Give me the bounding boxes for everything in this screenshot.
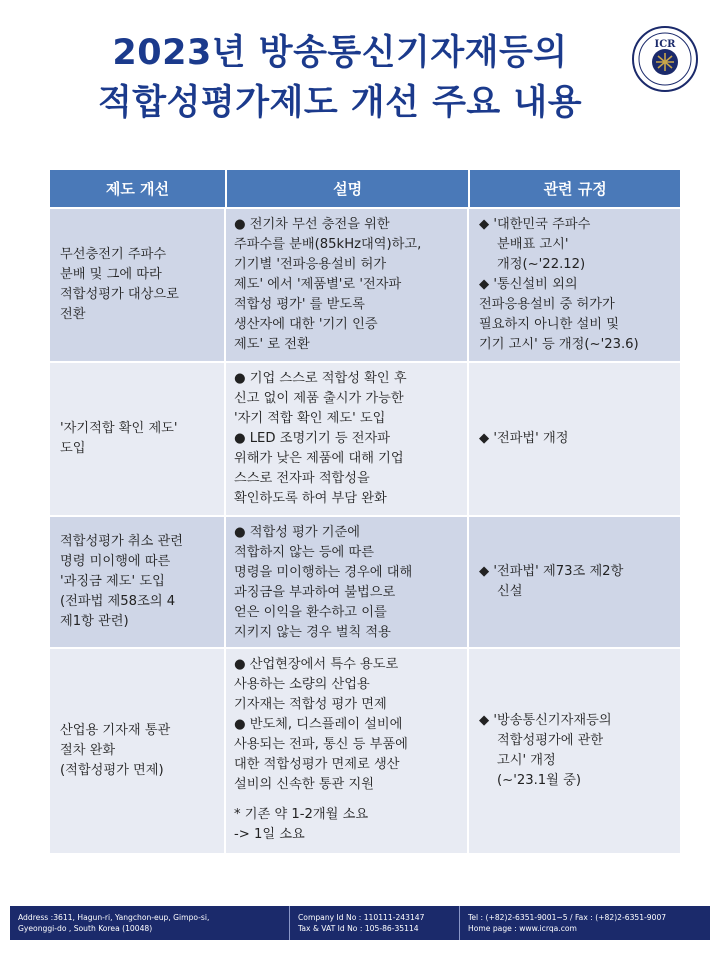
row-4-desc-line: ● 반도체, 디스플레이 설비에 xyxy=(234,717,403,732)
page-footer xyxy=(10,906,710,940)
row-3-topic-line: 명령 미이행에 따른 xyxy=(60,554,171,569)
improvements-table xyxy=(50,170,680,853)
row-4-desc-line: 설비의 신속한 통관 지원 xyxy=(234,777,374,792)
row-3-desc-line: 명령을 미이행하는 경우에 대해 xyxy=(234,565,413,580)
header-col-description: 설명 xyxy=(227,170,470,207)
row-4-reg-line: ◆ '방송통신기자재등의 xyxy=(479,713,612,728)
row-2-topic-line: '자기적합 확인 제도' xyxy=(60,421,178,436)
footer-address xyxy=(10,906,290,940)
row-4-desc-line: 기자재는 적합성 평가 면제 xyxy=(234,697,387,712)
row-4-desc-line: 사용되는 전파, 통신 등 부품에 xyxy=(234,737,408,752)
row-1-reg-line: 개정(~'22.12) xyxy=(497,257,586,272)
row-4-desc-line: 사용하는 소량의 산업용 xyxy=(234,677,370,692)
row-4-topic-line: 절차 완화 xyxy=(60,743,116,758)
row-1-desc-line: ● 전기차 무선 충전을 위한 xyxy=(234,217,390,232)
table-row xyxy=(50,647,680,853)
footer-company-line: Company Id No : 110111-243147 xyxy=(298,913,425,922)
row-3-reg-line: 신설 xyxy=(497,584,523,599)
row-4-topic xyxy=(50,649,226,853)
row-2-desc-line: 신고 없이 제품 출시가 가능한 xyxy=(234,391,404,406)
seal-icon xyxy=(632,26,698,92)
row-2-desc-line: 확인하도록 하여 부담 완화 xyxy=(234,491,387,506)
footer-company-line: Tax & VAT Id No : 105-86-35114 xyxy=(298,924,419,933)
row-3-desc-line: 적합하지 않는 등에 따른 xyxy=(234,545,374,560)
row-3-description xyxy=(226,517,469,647)
table-row xyxy=(50,207,680,361)
page-title xyxy=(40,28,640,128)
row-1-reg-line: 분배표 고시' xyxy=(497,237,569,252)
row-1-reg-line: 기기 고시' 등 개정(~'23.6) xyxy=(479,337,639,352)
footer-company-ids xyxy=(290,906,460,940)
footer-contact xyxy=(460,906,710,940)
row-2-description xyxy=(226,363,469,515)
row-4-reg-line: 고시' 개정 xyxy=(497,753,556,768)
logo-text: ICR xyxy=(654,39,676,50)
row-1-description xyxy=(226,209,469,361)
title-line-1: 2023년 방송통신기자재등의 xyxy=(112,33,568,73)
row-1-topic-line: 전환 xyxy=(60,307,86,322)
row-3-topic-line: 제1항 관련) xyxy=(60,614,129,629)
row-3-topic xyxy=(50,517,226,647)
row-1-desc-line: 주파수를 분배(85kHz대역)하고, xyxy=(234,237,422,252)
row-1-reg-line: 필요하지 아니한 설비 및 xyxy=(479,317,619,332)
row-4-reg-line: 적합성평가에 관한 xyxy=(497,733,604,748)
row-1-topic-line: 무선충전기 주파수 xyxy=(60,247,167,262)
row-4-topic-line: 산업용 기자재 통관 xyxy=(60,723,171,738)
header-col-regulation: 관련 규정 xyxy=(543,180,607,198)
row-1-desc-line: 기기별 '전파응용설비 허가 xyxy=(234,257,387,272)
row-2-desc-line: 위해가 낮은 제품에 대해 기업 xyxy=(234,451,404,466)
row-4-desc-line: 대한 적합성평가 면제로 생산 xyxy=(234,757,400,772)
row-2-desc-line: 스스로 전자파 적합성을 xyxy=(234,471,370,486)
row-3-topic-line: '과징금 제도' 도입 xyxy=(60,574,165,589)
row-3-desc-line: 얻은 이익을 환수하고 이를 xyxy=(234,605,387,620)
row-2-topic xyxy=(50,363,226,515)
row-2-regulation xyxy=(469,363,680,515)
row-1-reg-line: ◆ '대한민국 주파수 xyxy=(479,217,591,232)
footer-address-line: Gyeonggi-do , South Korea (10048) xyxy=(18,924,153,933)
row-1-topic-line: 분배 및 그에 따라 xyxy=(60,267,162,282)
row-1-desc-line: 생산자에 대한 '기기 인증 xyxy=(234,317,378,332)
row-4-description xyxy=(226,649,469,853)
row-3-regulation xyxy=(469,517,680,647)
row-4-desc-spacer xyxy=(234,795,461,805)
footer-address-line: Address :3611, Hagun-ri, Yangchon-eup, Gimpo-si, xyxy=(18,913,210,922)
row-2-desc-line: ● LED 조명기기 등 전자파 xyxy=(234,431,391,446)
header-col-system: 제도 개선 xyxy=(50,170,227,207)
row-2-topic-line: 도입 xyxy=(60,441,86,456)
row-4-desc-line: -> 1일 소요 xyxy=(234,827,305,842)
row-3-desc-line: 과징금을 부과하여 불법으로 xyxy=(234,585,396,600)
footer-contact-line: Tel : (+82)2-6351-9001~5 / Fax : (+82)2-6351-9007 xyxy=(468,913,667,922)
row-1-desc-line: 제도' 로 전환 xyxy=(234,337,310,352)
row-2-desc-line: '자기 적합 확인 제도' 도입 xyxy=(234,411,386,426)
row-3-topic-line: (전파법 제58조의 4 xyxy=(60,594,176,609)
row-4-reg-line: (~'23.1월 중) xyxy=(497,773,581,788)
row-2-reg-line: ◆ '전파법' 개정 xyxy=(479,431,569,446)
row-3-reg-line: ◆ '전파법' 제73조 제2항 xyxy=(479,564,624,579)
footer-homepage-link[interactable]: Home page : www.icrqa.com xyxy=(468,924,577,933)
table-row xyxy=(50,361,680,515)
row-1-reg-line: 전파응용설비 중 허가가 xyxy=(479,297,615,312)
row-1-topic xyxy=(50,209,226,361)
row-3-topic-line: 적합성평가 취소 관련 xyxy=(60,534,184,549)
row-4-desc-line: * 기존 약 1-2개월 소요 xyxy=(234,807,369,822)
row-4-topic-line: (적합성평가 면제) xyxy=(60,763,164,778)
row-4-desc-line: ● 산업현장에서 특수 용도로 xyxy=(234,657,399,672)
row-4-regulation xyxy=(469,649,680,853)
row-1-desc-line: 제도' 에서 '제품별'로 '전자파 xyxy=(234,277,402,292)
title-line-2: 적합성평가제도 개선 주요 내용 xyxy=(97,83,583,123)
icr-logo xyxy=(632,26,698,92)
row-1-regulation xyxy=(469,209,680,361)
row-3-desc-line: ● 적합성 평가 기준에 xyxy=(234,525,360,540)
row-2-desc-line: ● 기업 스스로 적합성 확인 후 xyxy=(234,371,407,386)
row-1-reg-line: ◆ '통신설비 외의 xyxy=(479,277,578,292)
table-row xyxy=(50,515,680,647)
row-3-desc-line: 지키지 않는 경우 벌칙 적용 xyxy=(234,625,391,640)
row-1-topic-line: 적합성평가 대상으로 xyxy=(60,287,179,302)
table-header xyxy=(50,170,680,207)
row-1-desc-line: 적합성 평가' 를 받도록 xyxy=(234,297,365,312)
